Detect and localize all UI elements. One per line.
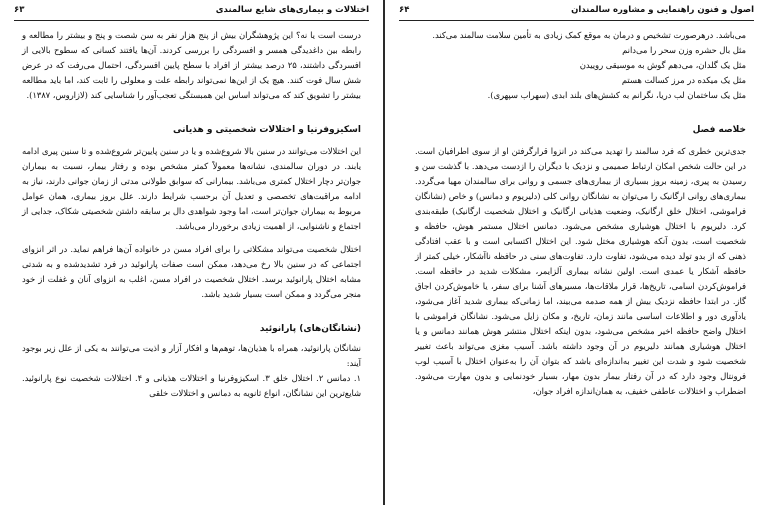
header-rule	[399, 20, 754, 21]
poem-line: مثل بال حشره وزن سحر را می‌دانم	[622, 45, 746, 55]
section-heading: (نشانگان‌های) پارانوئید	[259, 324, 361, 334]
numbered-list: ۱. دمانس ۲. اختلال خلق ۳. اسکیزوفرنیا و اختلالات هذیانی و ۴. اختلالات شخصیت نوع پارانوئید. شایع‌ترین این نشانگان، انواع ثانویه به دمانس و اختلالات خلقی	[22, 373, 362, 398]
body-paragraph: نشانگان پارانوئید، همراه با هذیان‌ها، توهم‌ها و افکار آزار و اذیت می‌توانند به یکی از علل زیر بوجود آیند:	[22, 343, 361, 368]
header-rule	[14, 20, 369, 21]
running-title: اصول و فنون راهنمایی و مشاوره سالمندان	[571, 5, 754, 15]
page-number: ۶۳	[14, 5, 25, 15]
left-page-body	[22, 28, 361, 401]
page-number: ۶۴	[399, 5, 410, 15]
poem-line: مثل یک ساختمان لب دریا، نگرانم به کشش‌های بلند ابدی (سهراب سپهری).	[487, 90, 746, 100]
poem-line: مثل یک گلدان، می‌دهم گوش به موسیقی روییدن	[579, 60, 746, 70]
poem-line: مثل یک میکده در مرز کسالت هستم	[621, 75, 746, 85]
section-heading: اسکیزوفرنیا و اختلالات شخصیتی و هذیانی	[173, 125, 361, 135]
left-page-header	[14, 5, 369, 19]
right-page	[385, 0, 768, 505]
intro-text: می‌باشد. درهرصورت تشخیص و درمان به موقع کمک زیادی به تأمین سلامت سالمند می‌کند.	[432, 30, 746, 40]
right-page-body	[415, 28, 746, 399]
body-paragraph: اختلال شخصیت می‌تواند مشکلاتی را برای افراد مسن در خانواده آن‌ها فراهم نماید. در اثر انزوای اجتماعی که در سنین بالا رخ می‌دهد، ممکن است صفات پارانوئید در فرد تشدیدشده و به شدتی مشابه اختلال پارانوئید برسد. اختلال شخصیت در افراد مسن، اغلب به انزوای آنان و غفلت از خود منجر می‌گردد و ممکن است بسیار شدید باشد.	[22, 244, 361, 299]
intro-paragraph: درست است یا نه؟ این پژوهشگران بیش از پنج هزار نفر به سن شصت و پنج و بیشتر را مطالعه و رابطه بین داغدیدگی همسر و افسردگی را بررسی کردند. آن‌ها یافتند کسانی که سطوح بالایی از افسردگی داشتند، ۲۵ درصد بیشتر از افراد با سطح پایین افسردگی، احتمال می‌رفت که در عرض شش سال فوت کنند. هیچ یک از این‌ها نمی‌تواند رابطه علت و معلولی را ثابت کند، اما باید مطالعه بیشتر را تشویق کند که می‌تواند اساس این همبستگی تعجب‌آور را شناسایی کند (لازاروس، ۱۳۸۷).	[22, 30, 361, 100]
section-heading: خلاصه فصل	[692, 125, 746, 135]
summary-paragraph: جدی‌ترین خطری که فرد سالمند را تهدید می‌کند در انزوا قرارگرفتن او از سوی اطرافیان است. در این حالت شخص امکان ارتباط صمیمی و نزدیک با دیگران را ازدست می‌دهد. با گذشت سن و رسیدن به پیری، زمینه بروز بسیاری از بیماری‌های جسمی و روانی برای سالمندان مهیا می‌گردد. بیماری‌های روانی ارگانیک را می‌توان به نشانگان روانی کلی (دلیریوم و دمانس) و خاص (نشانگان فراموشی، اختلال خلق ارگانیک، وضعیت هذیانی ارگانیک و اختلال شخصیت ارگانیک) طبقه‌بندی کرد. دلیریوم با اختلال هوشیاری مشخص می‌شود. دمانس اختلال مستمر هوش، حافظه و شخصیت است، بدون آنکه هوشیاری مختل شود. این اختلال اکتسابی است و با عقب افتادگی ذهنی که از بدو تولد دیده می‌شود، تفاوت دارد. تفاوت‌های سنی در حافظه ناآشکار، خیلی کمتر از حافظه آشکار یا عمدی است. اولین نشانه بیماری آلزایمر، مشکلات شدید در حافظه است. فراموش‌کردن اسامی، تاریخ‌ها، قرار ملاقات‌ها، مسیرهای آشنا برای سفر، یا خاموش‌کردن اجاق گاز. در ابتدا حافظه نزدیک بیش از همه صدمه می‌بیند، اما زمانی‌که بیماری شدید آغاز می‌شود، یادآوری دور و اطلاعات اساسی مانند زمان، تاریخ، و مکان زایل می‌شود. نشانگان فراموشی با اختلال واضح حافظه اخیر مشخص می‌شود، بدون اینکه اختلال منتشر هوش همانند دمانس و یا اختلال هوشیاری همانند دلیریوم در آن وجود داشته باشد. آسیب مغزی می‌تواند باعث تغییر شخصیت شود و شدت این تغییر به‌اندازه‌ای باشد که بتوان آن را به‌عنوان اختلال با آسیب لوب فرونتال وجود دارد که در آن رفتار بیمار بدون مهار، بسیار خودنمایی و بدون مهارت می‌شود. اضطراب و اختلالات عاطفی خفیف، به همان‌اندازه افراد جوان،	[415, 146, 746, 396]
running-title: اختلالات و بیماری‌های شایع سالمندی	[215, 5, 369, 15]
right-page-header	[399, 5, 754, 19]
body-paragraph: این اختلالات می‌توانند در سنین بالا شروع‌شده و یا در سنین پایین‌تر شروع‌شده و تا سنین پیری ادامه یابند. در دوران سالمندی، نشانه‌ها معمولاً کمتر مشخص بوده و رفتار بیمار، نسبت به بیماران جوان‌تر دچار اختلال کمتری می‌باشد. بیمارانی که سوابق طولانی مدتی از زمان جوانی دارند، نیاز به ادامه مراقبت‌های تخصصی و تعدیل آن برحسب شرایط دارند. علل بروز بیماری، همان عوامل مربوط به بیماران جوان‌تر است، اما وجود شواهدی دال بر سابقه داشتن شخصیتی شکاک، جدایی از اجتماع و ناشنوایی، از اهمیت زیادی برخوردار می‌باشد.	[22, 146, 361, 231]
left-page	[0, 0, 383, 505]
